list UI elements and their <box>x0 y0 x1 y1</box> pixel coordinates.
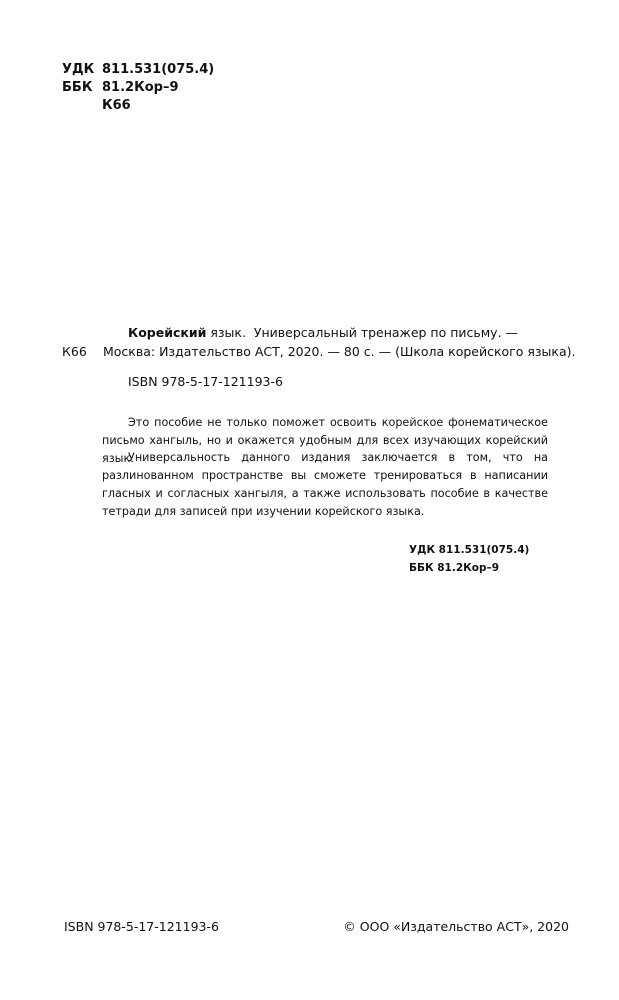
footer-isbn: ISBN 978-5-17-121193-6 <box>64 919 219 934</box>
catalog-title-line <box>128 325 518 340</box>
catalog-side-mark: К66 <box>62 344 87 359</box>
bbk-value: 81.2Кор–9 <box>102 80 179 95</box>
bottom-udk: УДК 811.531(075.4) <box>409 544 530 556</box>
footer-copyright: © ООО «Издательство АСТ», 2020 <box>343 919 569 934</box>
udk-label: УДК <box>62 62 95 77</box>
author-mark: К66 <box>102 98 131 113</box>
annotation-paragraph-2: Универсальность данного издания заключается в том, что на разлинованном пространстве вы сможете тренироваться в написании гласных и согласных хангыля, а также использовать пособие в качестве тетради для записей при изучении корейского языка. <box>102 451 548 518</box>
annotation-paragraph-1: Это пособие не только поможет освоить корейское фонематическое письмо хангыль, но и окажется удобным для всех изучающих корейский язык. <box>102 416 548 465</box>
bottom-bbk: ББК 81.2Кор–9 <box>409 562 500 574</box>
udk-value: 811.531(075.4) <box>102 62 215 77</box>
bbk-label: ББК <box>62 80 93 95</box>
catalog-publication-line: Москва: Издательство АСТ, 2020. — 80 с. — (Школа корейского языка). <box>103 344 576 359</box>
catalog-isbn: ISBN 978-5-17-121193-6 <box>128 374 283 389</box>
catalog-title-bold: Корейский <box>128 325 207 340</box>
catalog-title-rest: язык. Универсальный тренажер по письму. — <box>206 325 519 340</box>
